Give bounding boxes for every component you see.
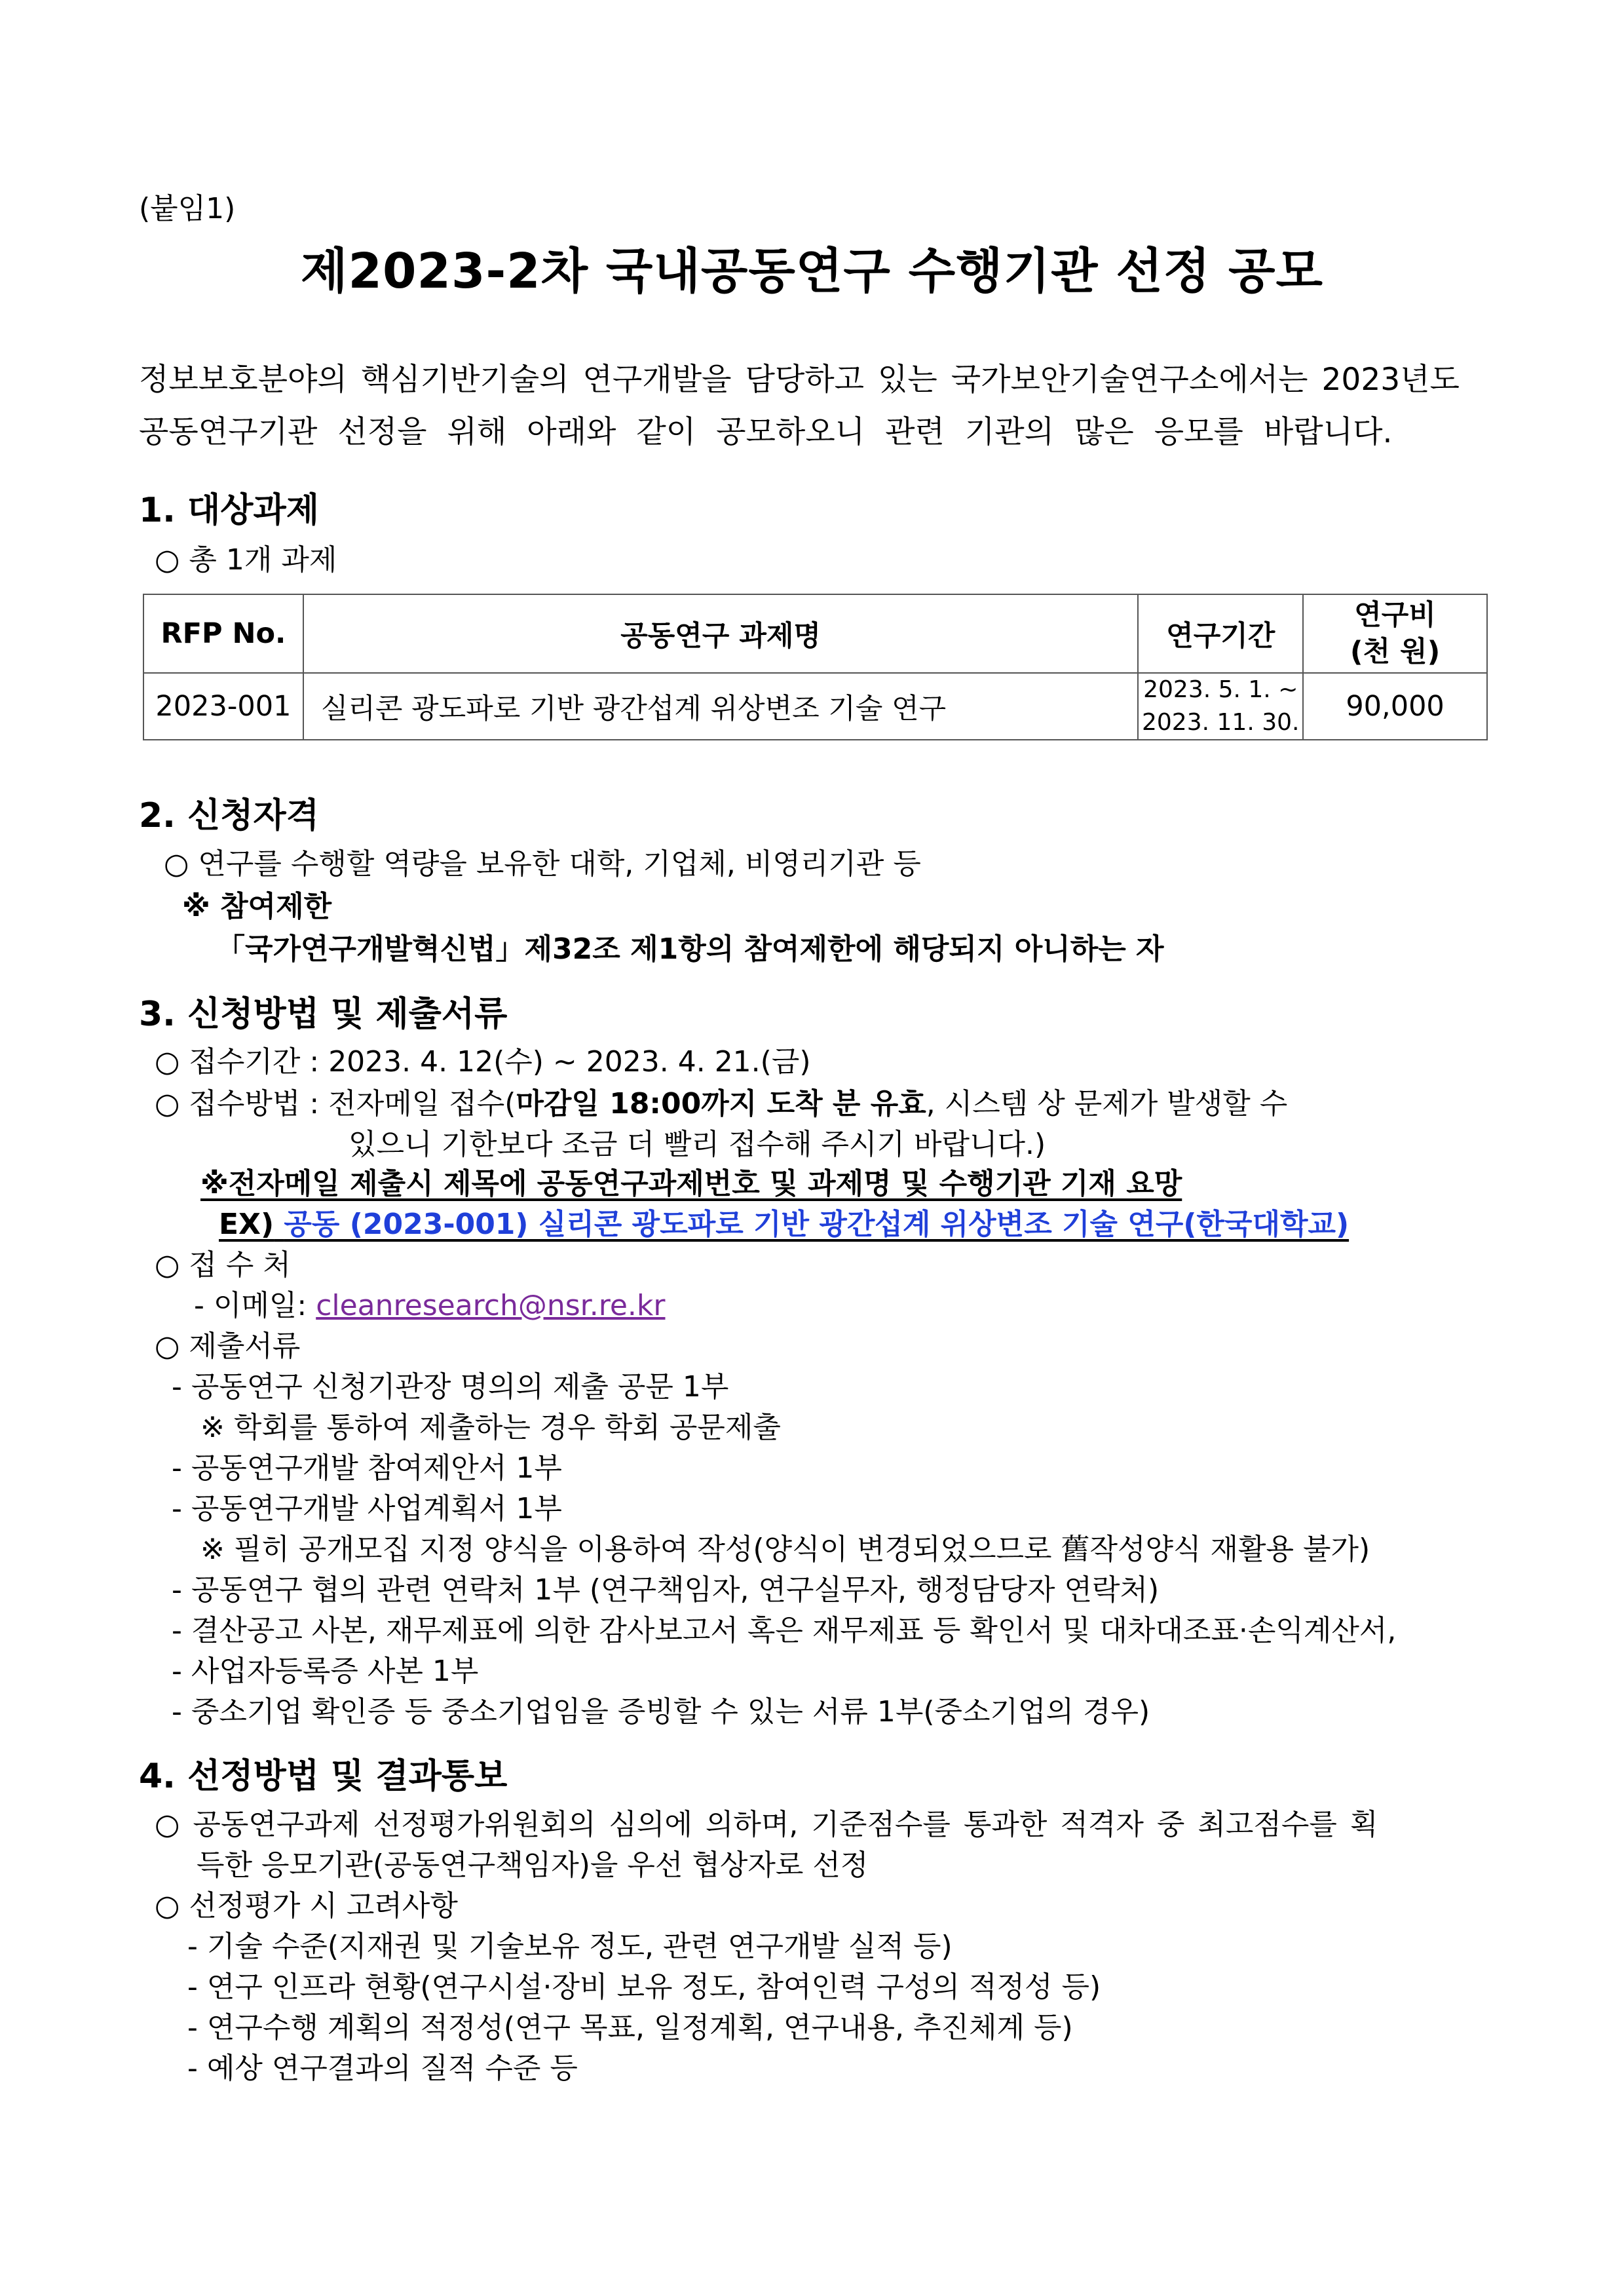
document-note: ※ 학회를 통하여 제출하는 경우 학회 공문제출 (200, 1411, 781, 1444)
rfp-table (143, 594, 1488, 740)
example-body: 공동 (2023-001) 실리콘 광도파로 기반 광간섭계 위상변조 기술 연구(한국대학교) (284, 1208, 1350, 1241)
cell-period-line2: 2023. 11. 30. (1142, 709, 1300, 736)
cell-period (1138, 673, 1303, 740)
col-header-title: 공동연구 과제명 (303, 594, 1138, 673)
section-2-bullet: ○ 연구를 수행할 역량을 보유한 대학, 기업체, 비영리기관 등 (164, 847, 921, 881)
document-note: ※ 필히 공개모집 지정 양식을 이용하여 작성(양식이 변경되었으므로 舊작성양식 재활용 불가) (200, 1533, 1370, 1566)
document-item: - 결산공고 사본, 재무제표에 의한 감사보고서 혹은 재무제표 등 확인서 및 대차대조표·손익계산서, (172, 1614, 1397, 1647)
section-1-heading: 1. 대상과제 (139, 491, 319, 530)
receipt-method-line2: 있으니 기한보다 조금 더 빨리 접수해 주시기 바랍니다.) (349, 1128, 1046, 1161)
intro-line-2: 공동연구기관 선정을 위해 아래와 같이 공모하오니 관련 기관의 많은 응모를 바랍니다. (139, 414, 1393, 450)
criteria-item: - 연구 인프라 현황(연구시설·장비 보유 정도, 참여인력 구성의 적정성 등) (187, 1970, 1101, 2004)
cell-title: 실리콘 광도파로 기반 광간섭계 위상변조 기술 연구 (303, 673, 1138, 740)
document-item: - 공동연구 협의 관련 연락처 1부 (연구책임자, 연구실무자, 행정담당자 연락처) (172, 1573, 1160, 1607)
evaluation-criteria-title: ○ 선정평가 시 고려사항 (155, 1889, 458, 1923)
receipt-period: ○ 접수기간 : 2023. 4. 12(수) ~ 2023. 4. 21.(금) (155, 1045, 811, 1079)
document-item: - 공동연구 신청기관장 명의의 제출 공문 1부 (172, 1370, 729, 1404)
receipt-method-suffix: , 시스템 상 문제가 발생할 수 (926, 1087, 1288, 1120)
selection-method-line1: ○ 공동연구과제 선정평가위원회의 심의에 의하며, 기준점수를 통과한 적격자 중 최고점수를 획 (155, 1808, 1378, 1841)
section-1-bullet: ○ 총 1개 과제 (155, 543, 337, 577)
section-3-heading: 3. 신청방법 및 제출서류 (139, 995, 508, 1034)
col-header-budget-line1: 연구비 (1354, 599, 1436, 632)
document-item: - 공동연구개발 참여제안서 1부 (172, 1451, 562, 1485)
section-2-heading: 2. 신청자격 (139, 796, 319, 835)
section-2-note-title: ※ 참여제한 (182, 890, 332, 923)
col-header-budget (1303, 594, 1487, 673)
criteria-item: - 예상 연구결과의 질적 수준 등 (187, 2052, 578, 2085)
email-subject-example (219, 1200, 1349, 1242)
criteria-item: - 기술 수준(지재권 및 기술보유 정도, 관련 연구개발 실적 등) (187, 1930, 953, 1963)
recipient-title: ○ 접 수 처 (155, 1248, 291, 1282)
cell-rfp-no: 2023-001 (143, 673, 303, 740)
receipt-deadline: 마감일 18:00까지 도착 분 유효 (516, 1087, 926, 1120)
document-item: - 사업자등록증 사본 1부 (172, 1655, 479, 1688)
section-2-note-body: 「국가연구개발혁신법」제32조 제1항의 참여제한에 해당되지 아니하는 자 (216, 932, 1164, 966)
col-header-budget-line2: (천 원) (1350, 636, 1441, 668)
document-item: - 공동연구개발 사업계획서 1부 (172, 1492, 562, 1525)
documents-title: ○ 제출서류 (155, 1330, 301, 1363)
email-label: - 이메일: (194, 1289, 316, 1322)
page-title: 제2023-2차 국내공동연구 수행기관 선정 공모 (301, 243, 1323, 299)
example-prefix: EX) (219, 1208, 274, 1241)
table-row (143, 673, 1487, 740)
col-header-period: 연구기간 (1138, 594, 1303, 673)
receipt-method (155, 1080, 1287, 1122)
intro-line-1: 정보보호분야의 핵심기반기술의 연구개발을 담당하고 있는 국가보안기술연구소에서는 2023년도 (139, 362, 1460, 398)
criteria-item: - 연구수행 계획의 적정성(연구 목표, 일정계획, 연구내용, 추진체계 등) (187, 2011, 1073, 2044)
col-header-rfp-no: RFP No. (143, 594, 303, 673)
cell-period-line1: 2023. 5. 1. ~ (1143, 676, 1298, 703)
document-item: - 중소기업 확인증 등 중소기업임을 증빙할 수 있는 서류 1부(중소기업의 경우) (172, 1695, 1150, 1729)
table-header-row (143, 594, 1487, 673)
attachment-label: (붙임1) (139, 192, 236, 225)
section-4-heading: 4. 선정방법 및 결과통보 (139, 1757, 508, 1796)
email-line (194, 1282, 665, 1324)
email-subject-note: ※전자메일 제출시 제목에 공동연구과제번호 및 과제명 및 수행기관 기재 요망 (200, 1167, 1182, 1200)
email-link[interactable]: cleanresearch@nsr.re.kr (316, 1289, 666, 1322)
cell-budget: 90,000 (1303, 673, 1487, 740)
receipt-method-prefix: ○ 접수방법 : 전자메일 접수( (155, 1087, 516, 1120)
selection-method-line2: 득한 응모기관(공동연구책임자)을 우선 협상자로 선정 (197, 1848, 869, 1882)
